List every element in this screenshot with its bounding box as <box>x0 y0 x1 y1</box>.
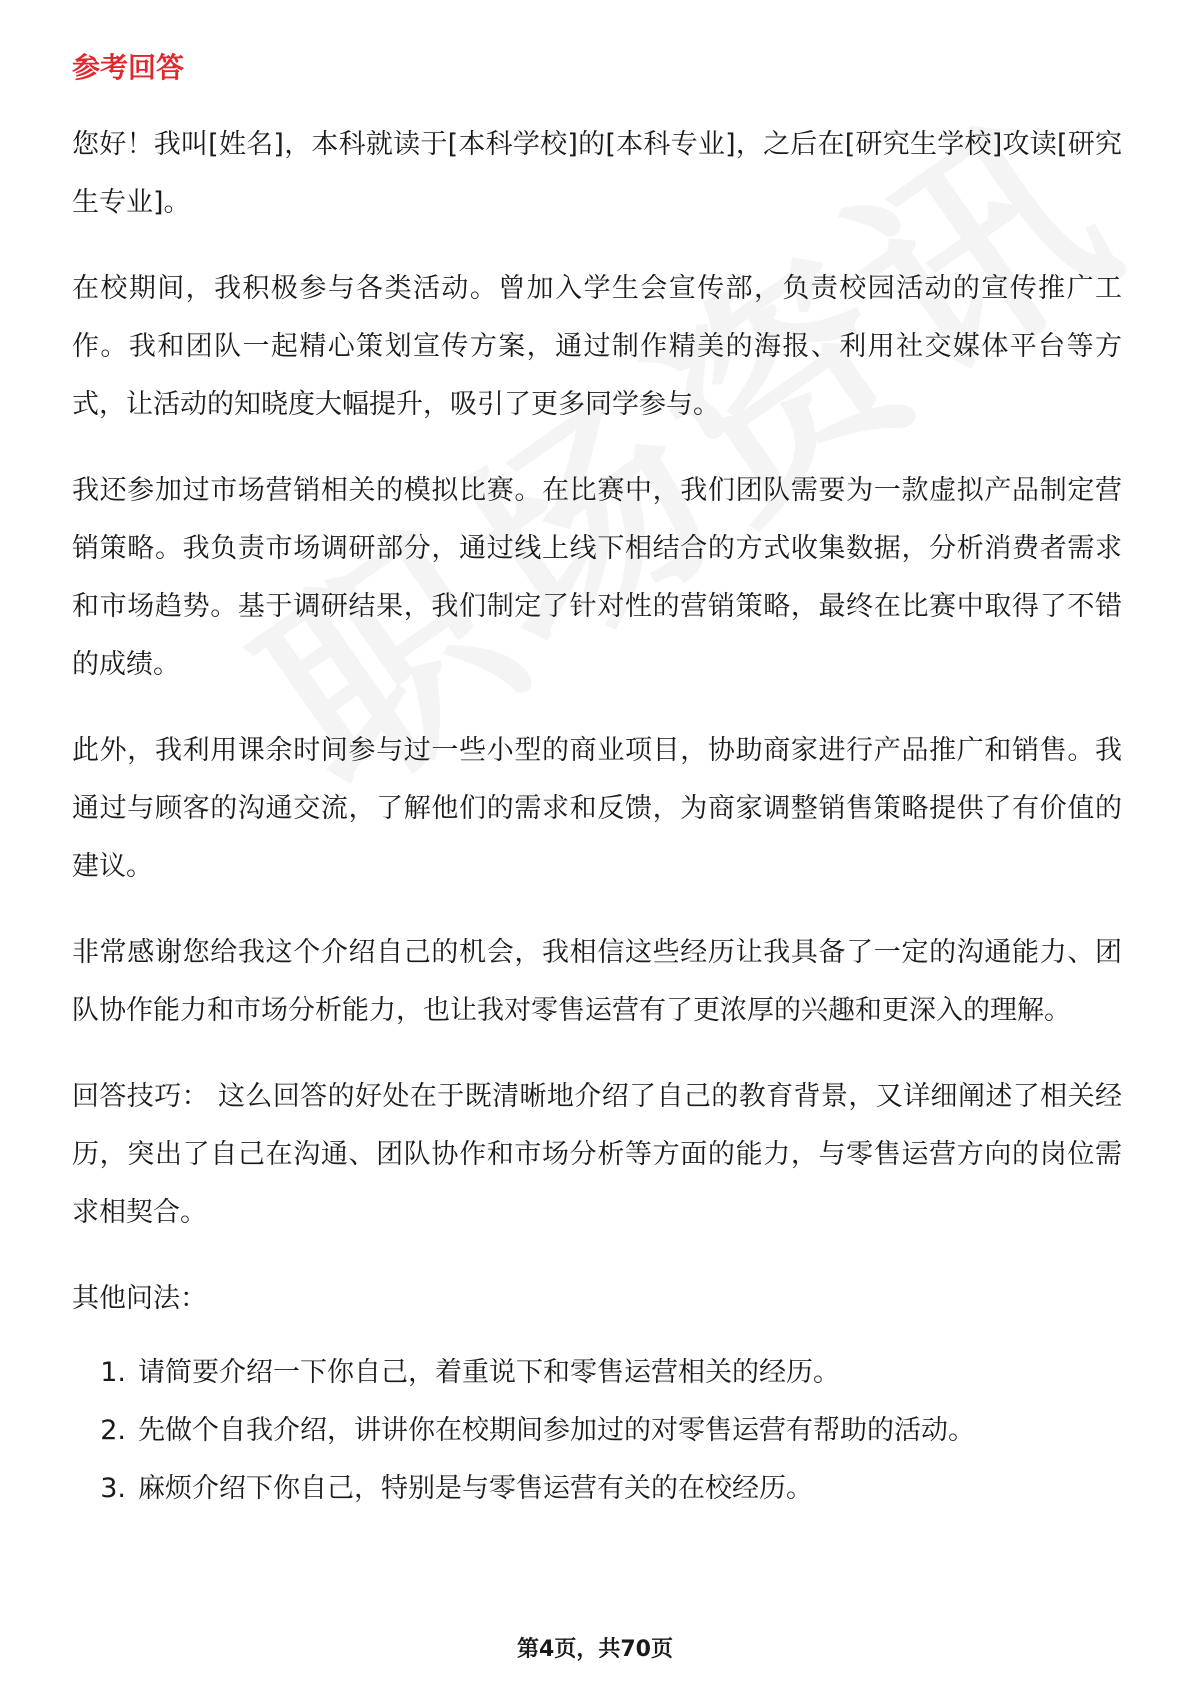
answer-tips: 回答技巧： 这么回答的好处在于既清晰地介绍了自己的教育背景，又详细阐述了相关经历，突出了自己在沟通、团队协作和市场分析等方面的能力，与零售运营方向的岗位需求相契合。 <box>72 1081 1122 1228</box>
page-footer: 第4页，共70页 <box>517 1637 673 1662</box>
answer-paragraph-1: 您好！我叫[姓名]，本科就读于[本科学校]的[本科专业]，之后在[研究生学校]攻读[研究生专业]。 <box>72 129 1122 218</box>
other-questions-list <box>72 1344 1122 1518</box>
list-item-number: 3. <box>100 1473 126 1504</box>
list-item-text: 请简要介绍一下你自己，着重说下和零售运营相关的经历。 <box>138 1357 840 1388</box>
answer-paragraph-5: 非常感谢您给我这个介绍自己的机会，我相信这些经历让我具备了一定的沟通能力、团队协作能力和市场分析能力，也让我对零售运营有了更浓厚的兴趣和更深入的理解。 <box>72 937 1122 1026</box>
list-item <box>72 1344 1122 1402</box>
list-item <box>72 1460 1122 1518</box>
answer-paragraph-3: 我还参加过市场营销相关的模拟比赛。在比赛中，我们团队需要为一款虚拟产品制定营销策略。我负责市场调研部分，通过线上线下相结合的方式收集数据，分析消费者需求和市场趋势。基于调研结果，我们制定了针对性的营销策略，最终在比赛中取得了不错的成绩。 <box>72 475 1122 680</box>
list-item-text: 麻烦介绍下你自己，特别是与零售运营有关的在校经历。 <box>138 1473 813 1504</box>
list-item <box>72 1402 1122 1460</box>
list-item-number: 2. <box>100 1415 126 1446</box>
list-item-text: 先做个自我介绍，讲讲你在校期间参加过的对零售运营有帮助的活动。 <box>138 1415 975 1446</box>
section-title: 参考回答 <box>72 51 185 84</box>
answer-paragraph-2: 在校期间，我积极参与各类活动。曾加入学生会宣传部，负责校园活动的宣传推广工作。我和团队一起精心策划宣传方案，通过制作精美的海报、利用社交媒体平台等方式，让活动的知晓度大幅提升，吸引了更多同学参与。 <box>72 273 1122 420</box>
list-item-number: 1. <box>100 1357 126 1388</box>
answer-paragraph-4: 此外，我利用课余时间参与过一些小型的商业项目，协助商家进行产品推广和销售。我通过与顾客的沟通交流，了解他们的需求和反馈，为商家调整销售策略提供了有价值的建议。 <box>72 735 1122 882</box>
page-content <box>72 48 1122 1518</box>
other-questions-title: 其他问法： <box>72 1283 207 1314</box>
